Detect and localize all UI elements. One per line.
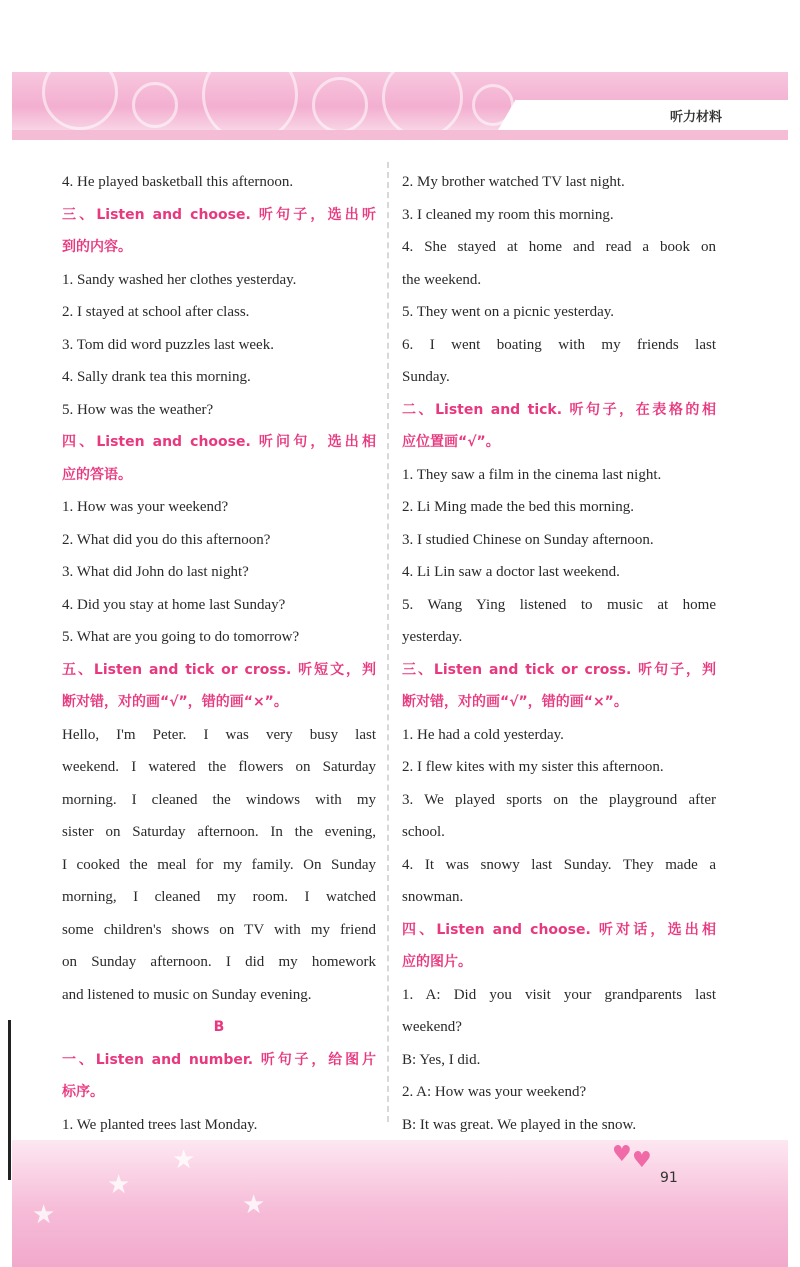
right-column-line: 应位置画“√”。 bbox=[402, 434, 500, 450]
left-column-line: on Sunday afternoon. I did my homework bbox=[62, 954, 376, 970]
page-number: 91 bbox=[660, 1170, 678, 1186]
left-column-line: 四、Listen and choose. 听问句，选出相 bbox=[62, 434, 376, 450]
section-label: 听力材料 bbox=[669, 110, 722, 125]
right-column-line: 4. She stayed at home and read a book on bbox=[402, 239, 716, 255]
left-column-line: 五、Listen and tick or cross. 听短文，判 bbox=[62, 661, 376, 678]
left-column-line: 1. How was your weekend? bbox=[62, 499, 229, 515]
left-column-line: morning. I cleaned the windows with my bbox=[62, 791, 376, 808]
right-column-line: weekend? bbox=[402, 1019, 462, 1035]
star-icon: ★ bbox=[32, 1200, 56, 1230]
right-column-line: yesterday. bbox=[402, 629, 463, 645]
right-column-line: 4. It was snowy last Sunday. They made a bbox=[402, 856, 716, 873]
header-tab bbox=[498, 100, 788, 130]
right-column-line: 5. Wang Ying listened to music at home bbox=[402, 596, 716, 613]
page-edge bbox=[8, 1020, 11, 1180]
right-column-line: 四、Listen and choose. 听对话，选出相 bbox=[402, 921, 716, 938]
right-column-line: 1. A: Did you visit your grandparents last bbox=[402, 986, 716, 1003]
right-column-line: the weekend. bbox=[402, 271, 482, 288]
left-column-line: B bbox=[213, 1019, 225, 1035]
right-column-line: 应的图片。 bbox=[402, 954, 472, 970]
right-column-line: 5. They went on a picnic yesterday. bbox=[402, 304, 615, 320]
right-column-line: 二、Listen and tick. 听句子，在表格的相 bbox=[402, 401, 716, 418]
right-column-line: 2. I flew kites with my sister this afternoon. bbox=[402, 759, 664, 775]
right-column-line: 断对错，对的画“√”，错的画“×”。 bbox=[402, 694, 628, 710]
left-column bbox=[62, 166, 376, 1141]
column-divider bbox=[387, 162, 389, 1122]
heart-icon: ♥ bbox=[632, 1148, 652, 1173]
left-column-line: some children's shows on TV with my friend bbox=[62, 921, 376, 938]
star-icon: ★ bbox=[172, 1145, 196, 1175]
right-column-line: Sunday. bbox=[402, 369, 450, 385]
left-column-line: 4. He played basketball this afternoon. bbox=[62, 174, 294, 190]
footer-band bbox=[12, 1140, 788, 1267]
left-column-line: 5. How was the weather? bbox=[62, 401, 214, 418]
left-column-line: 4. Did you stay at home last Sunday? bbox=[62, 596, 286, 613]
left-column-line: 2. What did you do this afternoon? bbox=[62, 531, 271, 548]
right-column bbox=[402, 166, 716, 1141]
header-stripe bbox=[12, 130, 788, 140]
right-column-line: 3. I studied Chinese on Sunday afternoon. bbox=[402, 531, 654, 548]
left-column-line: weekend. I watered the flowers on Saturday bbox=[62, 759, 376, 775]
left-column-line: 4. Sally drank tea this morning. bbox=[62, 369, 251, 385]
left-column-line: Hello, I'm Peter. I was very busy last bbox=[62, 726, 376, 743]
right-column-line: 6. I went boating with my friends last bbox=[402, 336, 716, 353]
star-icon: ★ bbox=[242, 1190, 266, 1220]
right-column-line: B: It was great. We played in the snow. bbox=[402, 1116, 637, 1133]
left-column-line: 到的内容。 bbox=[62, 239, 132, 255]
left-column-line: 标序。 bbox=[62, 1084, 104, 1100]
right-column-line: 3. I cleaned my room this morning. bbox=[402, 206, 614, 223]
left-column-line: morning, I cleaned my room. I watched bbox=[62, 889, 376, 905]
right-column-line: 2. My brother watched TV last night. bbox=[402, 174, 625, 190]
left-column-line: 2. I stayed at school after class. bbox=[62, 304, 250, 320]
right-column-line: school. bbox=[402, 824, 445, 840]
left-column-line: 5. What are you going to do tomorrow? bbox=[62, 629, 300, 645]
heart-icon: ♥ bbox=[612, 1142, 632, 1167]
left-column-line: 3. Tom did word puzzles last week. bbox=[62, 336, 274, 353]
star-icon: ★ bbox=[107, 1170, 131, 1200]
right-column-line: 3. We played sports on the playground after bbox=[402, 791, 716, 808]
left-column-line: 应的答语。 bbox=[62, 466, 132, 483]
right-column-line: 1. He had a cold yesterday. bbox=[402, 726, 564, 743]
left-column-line: 3. What did John do last night? bbox=[62, 564, 249, 580]
left-column-line: 一、Listen and number. 听句子，给图片 bbox=[62, 1051, 376, 1068]
right-column-line: B: Yes, I did. bbox=[402, 1051, 481, 1068]
left-column-line: 断对错，对的画“√”，错的画“×”。 bbox=[62, 694, 288, 710]
left-column-line: 三、Listen and choose. 听句子，选出听 bbox=[62, 206, 376, 223]
left-column-line: 1. We planted trees last Monday. bbox=[62, 1116, 258, 1133]
right-column-line: snowman. bbox=[402, 889, 464, 905]
right-column-line: 4. Li Lin saw a doctor last weekend. bbox=[402, 564, 620, 580]
left-column-line: sister on Saturday afternoon. In the evening, bbox=[62, 824, 376, 840]
right-column-line: 1. They saw a film in the cinema last night. bbox=[402, 466, 662, 483]
left-column-line: and listened to music on Sunday evening. bbox=[62, 986, 312, 1003]
right-column-line: 2. Li Ming made the bed this morning. bbox=[402, 499, 635, 515]
right-column-line: 2. A: How was your weekend? bbox=[402, 1084, 587, 1100]
right-column-line: 三、Listen and tick or cross. 听句子，判 bbox=[402, 661, 716, 678]
left-column-line: I cooked the meal for my family. On Sunday bbox=[62, 856, 376, 873]
left-column-line: 1. Sandy washed her clothes yesterday. bbox=[62, 271, 297, 288]
